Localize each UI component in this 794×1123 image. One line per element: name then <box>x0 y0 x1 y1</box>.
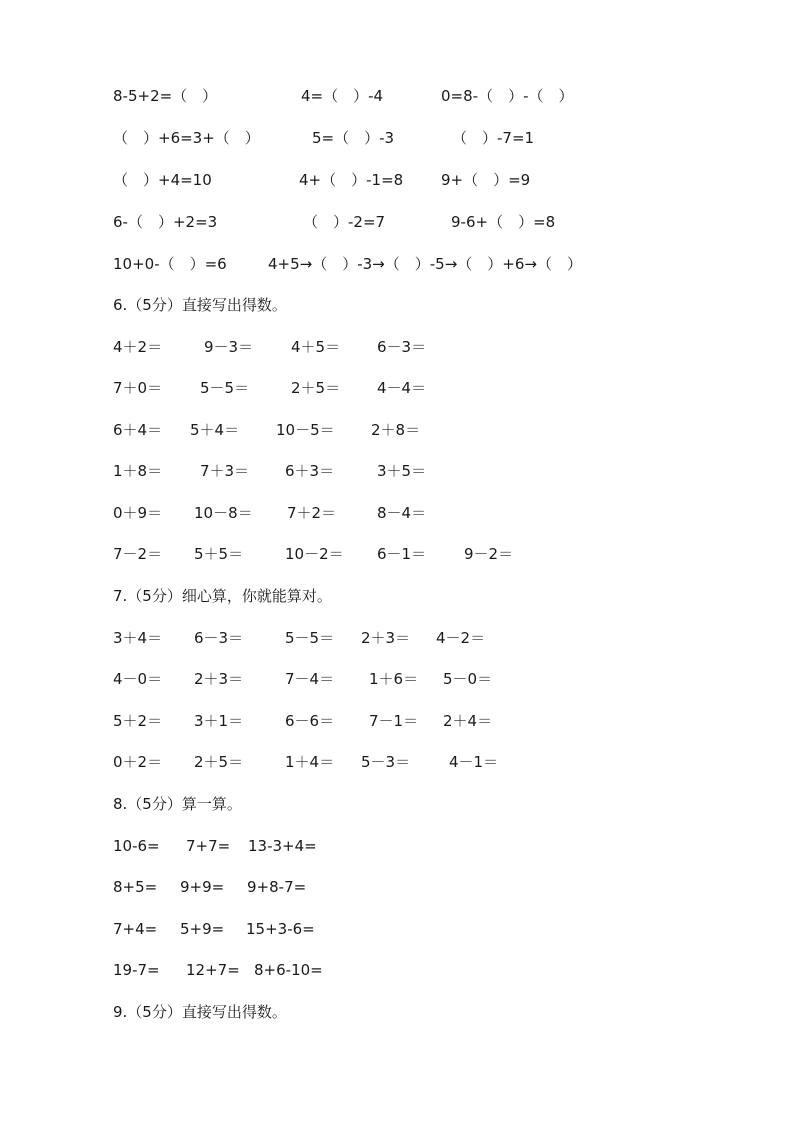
expression: 7＋3＝ <box>200 462 250 480</box>
expression: 5＋5＝ <box>194 545 244 563</box>
question-9-heading: 9.（5分）直接写出得数。 <box>113 1003 287 1021</box>
expression: 9+（ ）=9 <box>441 171 531 189</box>
expression: 10－2＝ <box>285 545 344 563</box>
expression: （ ）-7=1 <box>452 129 535 147</box>
expression: 1＋6＝ <box>369 670 419 688</box>
expression: 5－0＝ <box>443 670 493 688</box>
q6-row <box>0 335 794 359</box>
expression: 4＋5＝ <box>291 338 341 356</box>
expression: 5－3＝ <box>361 753 411 771</box>
expression: 4－0＝ <box>113 670 163 688</box>
q7-row <box>0 750 794 774</box>
q6-row <box>0 376 794 400</box>
expression: 2＋3＝ <box>361 629 411 647</box>
expression: 12+7= <box>186 961 240 979</box>
q8-row <box>0 917 794 941</box>
q7-row <box>0 709 794 733</box>
expression: 5－5＝ <box>285 629 335 647</box>
expression: 9－2＝ <box>464 545 514 563</box>
expression: 7＋2＝ <box>287 504 337 522</box>
expression: 1＋8＝ <box>113 462 163 480</box>
expression: 2＋3＝ <box>194 670 244 688</box>
expression: 4－2＝ <box>436 629 486 647</box>
expression: 7－2＝ <box>113 545 163 563</box>
expression: 9-6+（ ）=8 <box>451 213 556 231</box>
expression: 2＋5＝ <box>291 379 341 397</box>
question-7-heading: 7.（5分）细心算，你就能算对。 <box>113 587 332 605</box>
q5-row <box>0 252 794 276</box>
expression: 6＋4＝ <box>113 421 163 439</box>
expression: 0=8-（ ）-（ ） <box>441 87 574 105</box>
expression: 3＋1＝ <box>194 712 244 730</box>
expression: （ ）-2=7 <box>303 213 386 231</box>
expression: 3＋4＝ <box>113 629 163 647</box>
expression: （ ）+6=3+（ ） <box>113 129 260 147</box>
expression: 8+6-10= <box>254 961 323 979</box>
expression: 4＋2＝ <box>113 338 163 356</box>
expression: 7+4= <box>113 920 158 938</box>
q5-row <box>0 126 794 150</box>
q8-row <box>0 875 794 899</box>
expression: 10-6= <box>113 837 160 855</box>
q5-row <box>0 168 794 192</box>
expression: 6－1＝ <box>377 545 427 563</box>
expression: 4=（ ）-4 <box>301 87 384 105</box>
expression: 5－5＝ <box>200 379 250 397</box>
q6-row <box>0 459 794 483</box>
expression: 8-5+2=（ ） <box>113 87 218 105</box>
q6-row <box>0 501 794 525</box>
q6-row <box>0 418 794 442</box>
expression: 0＋2＝ <box>113 753 163 771</box>
expression: 9+8-7= <box>247 878 307 896</box>
q5-row <box>0 210 794 234</box>
expression: 1＋4＝ <box>285 753 335 771</box>
expression: 9+9= <box>180 878 225 896</box>
expression: 8+5= <box>113 878 158 896</box>
expression: 13-3+4= <box>248 837 317 855</box>
expression: （ ）+4=10 <box>113 171 212 189</box>
q7-row <box>0 667 794 691</box>
q7-row <box>0 626 794 650</box>
expression: 10+0-（ ）=6 <box>113 255 227 273</box>
expression: 5=（ ）-3 <box>312 129 395 147</box>
q8-row <box>0 958 794 982</box>
q5-row <box>0 84 794 108</box>
expression: 10－8＝ <box>194 504 253 522</box>
expression: 8－4＝ <box>377 504 427 522</box>
expression: 7－4＝ <box>285 670 335 688</box>
expression: 7+7= <box>186 837 231 855</box>
q6-row <box>0 542 794 566</box>
expression: 7－1＝ <box>369 712 419 730</box>
expression: 15+3-6= <box>246 920 315 938</box>
expression: 2＋4＝ <box>443 712 493 730</box>
expression: 5＋2＝ <box>113 712 163 730</box>
expression: 2＋5＝ <box>194 753 244 771</box>
expression: 6－3＝ <box>194 629 244 647</box>
question-6-heading: 6.（5分）直接写出得数。 <box>113 296 287 314</box>
expression: 6－3＝ <box>377 338 427 356</box>
expression: 0＋9＝ <box>113 504 163 522</box>
expression-chain: 4+5→（ ）-3→（ ）-5→（ ）+6→（ ） <box>268 255 582 273</box>
expression: 6－6＝ <box>285 712 335 730</box>
q8-row <box>0 834 794 858</box>
expression: 3＋5＝ <box>377 462 427 480</box>
expression: 6＋3＝ <box>285 462 335 480</box>
expression: 5＋4＝ <box>190 421 240 439</box>
expression: 7＋0＝ <box>113 379 163 397</box>
expression: 5+9= <box>180 920 225 938</box>
expression: 10－5＝ <box>276 421 335 439</box>
question-8-heading: 8.（5分）算一算。 <box>113 795 242 813</box>
expression: 4－4＝ <box>377 379 427 397</box>
expression: 4－1＝ <box>449 753 499 771</box>
expression: 6-（ ）+2=3 <box>113 213 218 231</box>
expression: 2＋8＝ <box>371 421 421 439</box>
expression: 4+（ ）-1=8 <box>299 171 404 189</box>
expression: 19-7= <box>113 961 160 979</box>
expression: 9－3＝ <box>204 338 254 356</box>
